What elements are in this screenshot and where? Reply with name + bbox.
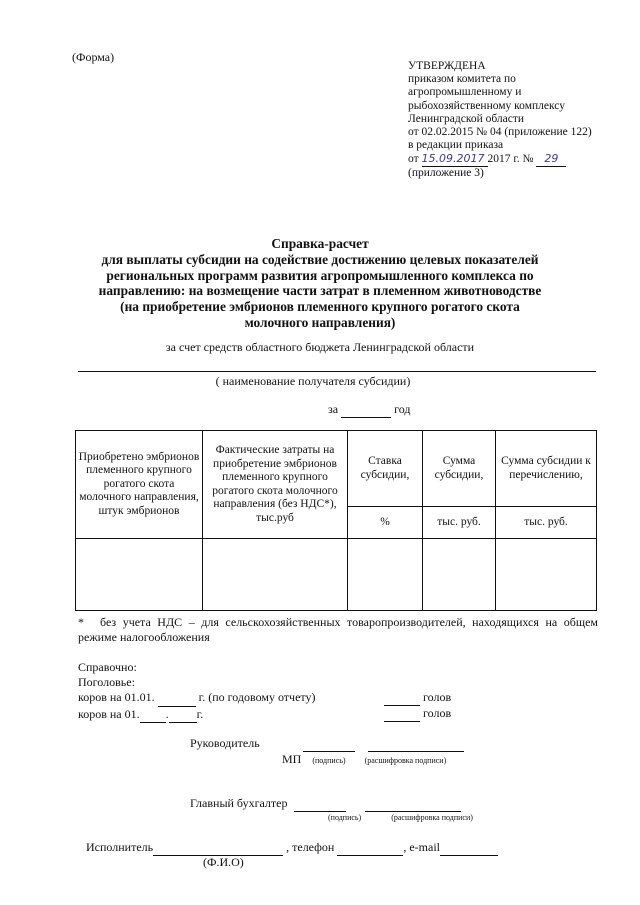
document-subtitle: за счет средств областного бюджета Ленинградской области xyxy=(165,340,475,354)
approval-appendix: (приложение 3) xyxy=(408,166,484,179)
executor-row xyxy=(86,840,498,856)
unit-rate: % xyxy=(348,507,423,539)
year-blank xyxy=(341,402,391,418)
header-subsidy: Сумма субсидии, xyxy=(423,431,496,507)
footnote xyxy=(78,615,598,645)
title-line: региональных программ развития агропромышленного комплекса по xyxy=(106,267,534,283)
year-line xyxy=(328,402,410,418)
fio-caption: (Ф.И.О) xyxy=(203,855,244,869)
cows-row-2-prefix: коров на 01. xyxy=(78,706,140,721)
decoding-caption: (расшифровка подписи) xyxy=(364,756,447,765)
livestock-label: Поголовье: xyxy=(78,675,135,690)
heads-row-1 xyxy=(384,690,451,706)
cows-row-1-mid: г. (по годовому отчету) xyxy=(198,690,316,705)
document-title xyxy=(60,236,580,331)
approval-line: приказом комитета по xyxy=(408,73,516,86)
executor-blank xyxy=(153,840,283,856)
approval-date-prefix: от xyxy=(408,153,419,166)
phone-label: , телефон xyxy=(286,840,335,854)
approval-line: рыбохозяйственному комплексу xyxy=(408,99,565,112)
approval-line: УТВЕРЖДЕНА xyxy=(408,60,486,72)
email-label: , e-mail xyxy=(403,840,441,854)
cell-rate[interactable] xyxy=(348,539,423,611)
cell-embryos[interactable] xyxy=(76,539,203,611)
cows-row-1-prefix: коров на 01.01. xyxy=(78,690,155,705)
title-line: молочного направления) xyxy=(244,314,396,330)
title-line: направлению: на возмещение части затрат в племенном животноводстве xyxy=(98,283,542,299)
heads-label: голов xyxy=(423,690,452,704)
approval-date-line xyxy=(408,152,628,166)
cows-row-1 xyxy=(78,690,316,706)
accountant-decoding-blank xyxy=(365,796,461,812)
approval-line: от 02.02.2015 № 04 (приложение 122) xyxy=(408,126,592,139)
unit-transfer: тыс. руб. xyxy=(496,507,597,539)
handwritten-date: 15.09.2017 xyxy=(422,152,488,166)
accountant-captions xyxy=(328,813,473,822)
head-decoding-blank xyxy=(368,736,464,752)
reference-block xyxy=(78,660,316,723)
cell-costs[interactable] xyxy=(203,539,348,611)
head-label: Руководитель xyxy=(190,736,260,750)
header-costs: Фактические затраты на приобретение эмбрионов племенного крупного рогатого скота молочного направления (без НДС*), тыс.руб xyxy=(203,431,348,539)
reference-label: Справочно: xyxy=(78,660,137,674)
approval-line: агропромышленному и xyxy=(408,86,522,99)
cows-row-2: коров на 01. . г. xyxy=(78,707,316,723)
title-line: для выплаты субсидии на содействие достижению целевых показателей xyxy=(101,251,539,267)
recipient-line xyxy=(78,371,596,372)
phone-blank xyxy=(337,840,403,856)
signature-caption: (подпись) xyxy=(312,756,346,765)
cell-transfer[interactable] xyxy=(496,539,597,611)
approval-line: Ленинградской области xyxy=(408,112,525,125)
accountant-signature-blank xyxy=(294,796,346,812)
year-suffix: год xyxy=(394,402,411,416)
recipient-caption: ( наименование получателя субсидии) xyxy=(215,374,411,388)
decoding-caption: (расшифровка подписи) xyxy=(391,813,473,822)
accountant-signature-row xyxy=(190,796,461,812)
signature-caption: (подпись) xyxy=(328,813,362,822)
header-embryos: Приобретено эмбрионов племенного крупного рогатого скота молочного направления, штук эмбрионов xyxy=(76,431,203,539)
footnote-star: * xyxy=(78,615,84,629)
unit-subsidy: тыс. руб. xyxy=(423,507,496,539)
cell-subsidy[interactable] xyxy=(423,539,496,611)
title-line: (на приобретение эмбрионов племенного крупного рогатого скота xyxy=(120,299,520,315)
seal-row xyxy=(282,752,446,767)
head-signature-row xyxy=(190,736,464,752)
approval-stamp xyxy=(408,60,628,180)
calculation-table xyxy=(75,430,597,611)
email-blank xyxy=(440,840,498,856)
approval-date-suffix: 2017 г. № xyxy=(487,153,534,166)
footnote-text: без учета НДС – для сельскохозяйственных товаропроизводителей, находящихся на общем режиме налогообложения xyxy=(78,615,598,644)
heads-label: голов xyxy=(423,706,452,720)
cows-row-2-suffix: г. xyxy=(196,706,204,721)
title-line: Справка-расчет xyxy=(271,236,369,251)
accountant-label: Главный бухгалтер xyxy=(190,796,288,810)
year-prefix: за xyxy=(328,402,339,416)
header-transfer: Сумма субсидии к перечислению, xyxy=(496,431,597,507)
head-signature-blank xyxy=(303,736,355,752)
approval-line: в редакции приказа xyxy=(408,139,504,152)
heads-row-2 xyxy=(384,706,451,722)
form-label: (Форма) xyxy=(72,50,115,64)
handwritten-number: 29 xyxy=(536,152,566,166)
executor-label: Исполнитель xyxy=(86,840,154,854)
seal-label: МП xyxy=(282,752,302,766)
header-rate: Ставка субсидии, xyxy=(348,431,423,507)
